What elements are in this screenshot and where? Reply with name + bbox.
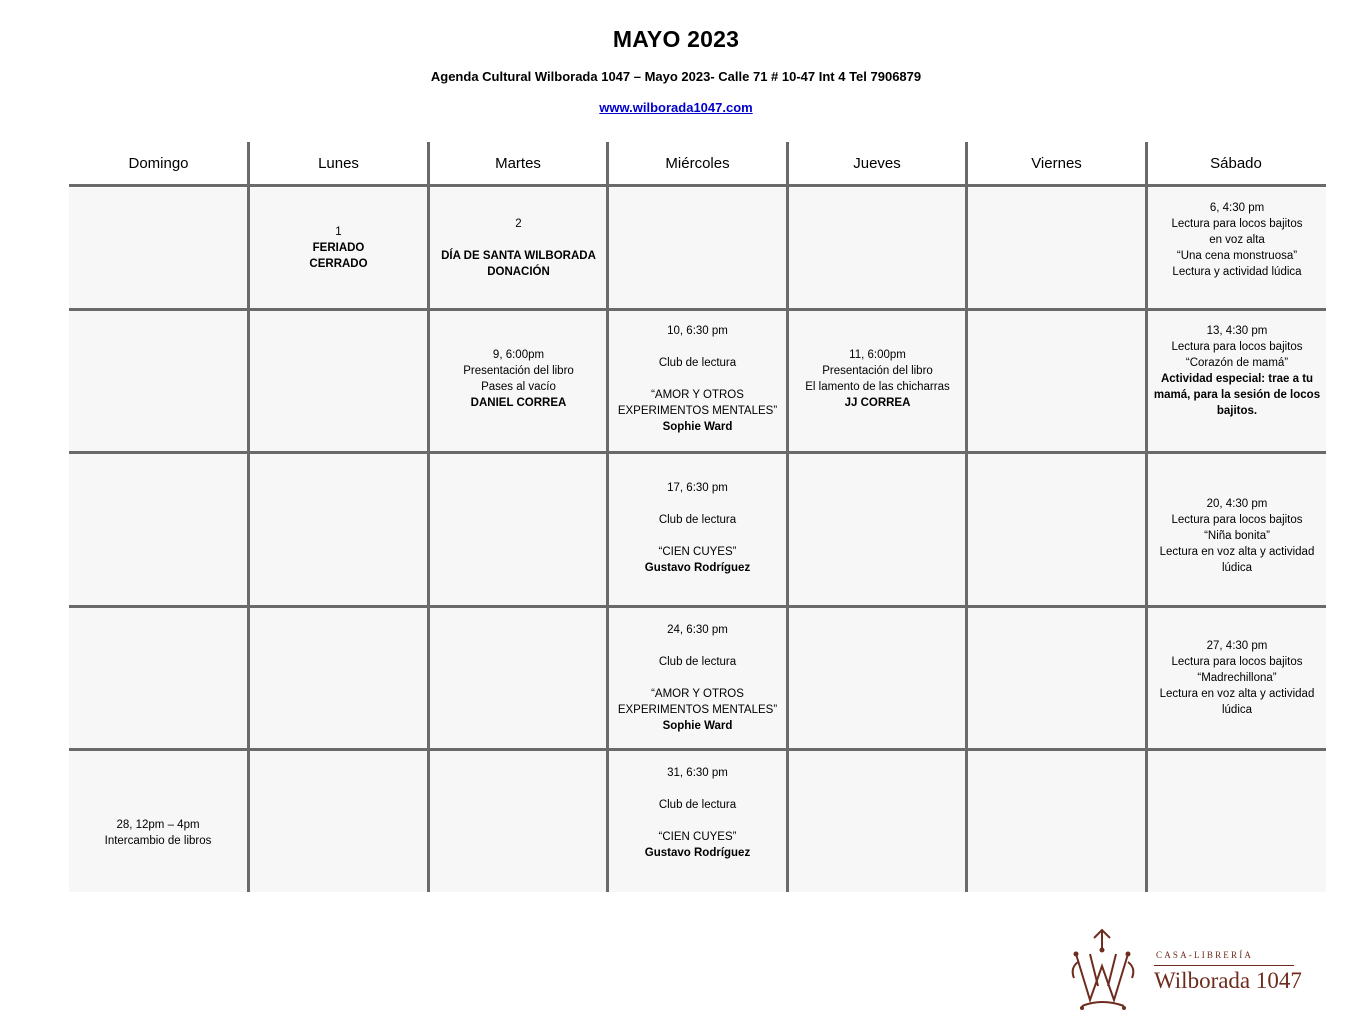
grid-divider <box>69 605 1326 608</box>
logo-tagline: CASA-LIBRERÍA <box>1156 950 1254 960</box>
event-book-cont: EXPERIMENTOS MENTALES” <box>617 405 778 417</box>
wilborada-logo <box>1068 928 1308 1014</box>
calendar-cell-empty <box>430 608 607 748</box>
logo-rule <box>1154 965 1294 966</box>
calendar-cell-empty <box>69 188 247 308</box>
calendar-cell-empty <box>250 608 427 748</box>
calendar-cell-empty <box>968 751 1145 892</box>
event-title: Lectura para locos bajitos <box>1171 218 1303 230</box>
monogram-icon <box>1068 928 1148 1014</box>
event-date: 9, 6:00pm <box>492 349 545 361</box>
event-note: Actividad especial: trae a tu <box>1160 373 1314 385</box>
event-note-cont: mamá, para la sesión de locos <box>1153 389 1321 401</box>
calendar-cell-empty <box>430 751 607 892</box>
calendar-cell-empty <box>968 454 1145 605</box>
grid-divider <box>1145 142 1148 892</box>
event-date: 2 <box>515 218 522 230</box>
calendar-cell-may28 <box>69 751 247 892</box>
calendar-cell-empty <box>789 454 966 605</box>
event-book: “Una cena monstruosa” <box>1176 250 1298 262</box>
day-header-viernes: Viernes <box>1031 155 1082 172</box>
calendar-cell-empty <box>789 751 966 892</box>
grid-divider <box>965 142 968 892</box>
event-author: DANIEL CORREA <box>470 397 567 409</box>
event-date: 20, 4:30 pm <box>1206 498 1268 510</box>
event-title: Lectura para locos bajitos <box>1171 514 1303 526</box>
calendar-cell-empty <box>250 751 427 892</box>
event-title: Club de lectura <box>658 357 737 369</box>
calendar-cell-may1 <box>250 188 427 308</box>
event-book: “CIEN CUYES” <box>658 831 737 843</box>
event-title: Club de lectura <box>658 799 737 811</box>
grid-divider <box>606 142 609 892</box>
calendar-cell-empty <box>609 188 786 308</box>
calendar-cell-empty <box>968 608 1145 748</box>
calendar-cell-empty <box>250 311 427 451</box>
calendar-cell-empty <box>789 608 966 748</box>
event-book: Pases al vacío <box>481 381 556 393</box>
event-book: “AMOR Y OTROS <box>651 688 744 700</box>
day-header-martes: Martes <box>495 155 541 172</box>
calendar-cell-may2 <box>430 188 607 308</box>
event-book: “Madrechillona” <box>1197 672 1277 684</box>
event-date: 1 <box>335 226 342 238</box>
event-title-cont: en voz alta <box>1209 234 1265 246</box>
event-author: Sophie Ward <box>662 421 733 433</box>
event-author: JJ CORREA <box>844 397 911 409</box>
calendar-cell-empty <box>789 188 966 308</box>
event-date: 17, 6:30 pm <box>667 482 728 494</box>
event-title: Presentación del libro <box>822 365 933 377</box>
event-title: Presentación del libro <box>463 365 574 377</box>
grid-divider <box>247 142 250 892</box>
event-book: El lamento de las chicharras <box>805 381 950 393</box>
website-link[interactable]: www.wilborada1047.com <box>599 100 753 115</box>
event-note: Lectura en voz alta y actividad <box>1159 688 1315 700</box>
event-title: Lectura para locos bajitos <box>1171 341 1303 353</box>
event-book: “CIEN CUYES” <box>658 546 737 558</box>
event-author: Sophie Ward <box>662 720 733 732</box>
calendar-cell-empty <box>69 608 247 748</box>
calendar-cell-may17 <box>609 454 786 605</box>
calendar-cell-may10 <box>609 311 786 451</box>
grid-divider <box>69 308 1326 311</box>
event-date: 31, 6:30 pm <box>667 767 728 779</box>
event-title: DÍA DE SANTA WILBORADA <box>441 250 596 262</box>
calendar-cell-may24 <box>609 608 786 748</box>
event-title: Club de lectura <box>658 656 737 668</box>
calendar-cell-empty <box>250 454 427 605</box>
calendar-cell-may11 <box>789 311 966 451</box>
grid-divider <box>69 748 1326 751</box>
event-title: Club de lectura <box>658 514 737 526</box>
calendar-cell-may27 <box>1148 608 1326 748</box>
event-author: Gustavo Rodríguez <box>644 562 751 574</box>
grid-divider <box>69 184 1326 187</box>
event-title: FERIADO <box>312 242 365 254</box>
event-note: DONACIÓN <box>487 266 550 278</box>
day-header-lunes: Lunes <box>318 155 359 172</box>
calendar-cell-may9 <box>430 311 607 451</box>
day-header-jueves: Jueves <box>853 155 901 172</box>
event-note-end: bajitos. <box>1216 405 1258 417</box>
calendar-cell-may20 <box>1148 454 1326 605</box>
event-date: 13, 4:30 pm <box>1206 325 1268 337</box>
event-book: “Corazón de mamá” <box>1185 357 1289 369</box>
event-book-cont: EXPERIMENTOS MENTALES” <box>617 704 778 716</box>
event-title: Intercambio de libros <box>104 835 212 847</box>
event-book: “AMOR Y OTROS <box>651 389 744 401</box>
day-header-sabado: Sábado <box>1210 155 1262 172</box>
page-title: MAYO 2023 <box>612 26 740 52</box>
grid-divider <box>69 451 1326 454</box>
calendar-cell-may6 <box>1148 188 1326 308</box>
calendar-grid <box>69 142 1326 892</box>
logo-name: Wilborada 1047 <box>1154 968 1302 993</box>
event-book: “Niña bonita” <box>1204 530 1270 542</box>
event-note: Lectura y actividad lúdica <box>1172 266 1302 278</box>
event-date: 10, 6:30 pm <box>667 325 728 337</box>
event-note-cont: lúdica <box>1221 704 1253 716</box>
event-date: 11, 6:00pm <box>849 349 906 361</box>
day-header-domingo: Domingo <box>128 155 189 172</box>
event-date: 28, 12pm – 4pm <box>116 819 200 831</box>
calendar-cell-empty <box>1148 751 1326 892</box>
calendar-cell-may31 <box>609 751 786 892</box>
event-note: Lectura en voz alta y actividad <box>1159 546 1315 558</box>
day-header-miercoles: Miércoles <box>665 155 730 172</box>
website-link-container <box>0 100 1352 115</box>
calendar-cell-empty <box>968 188 1145 308</box>
event-title: Lectura para locos bajitos <box>1171 656 1303 668</box>
calendar-cell-empty <box>430 454 607 605</box>
event-date: 24, 6:30 pm <box>667 624 728 636</box>
calendar-cell-empty <box>69 311 247 451</box>
event-date: 6, 4:30 pm <box>1209 202 1265 214</box>
calendar-cell-may13 <box>1148 311 1326 451</box>
calendar-cell-empty <box>69 454 247 605</box>
event-note: CERRADO <box>309 258 368 270</box>
grid-divider <box>427 142 430 892</box>
event-date: 27, 4:30 pm <box>1206 640 1268 652</box>
event-author: Gustavo Rodríguez <box>644 847 751 859</box>
calendar-cell-empty <box>968 311 1145 451</box>
event-note-cont: lúdica <box>1221 562 1253 574</box>
page-subtitle: Agenda Cultural Wilborada 1047 – Mayo 2023- Calle 71 # 10-47 Int 4 Tel 7906879 <box>430 69 922 84</box>
grid-divider <box>786 142 789 892</box>
